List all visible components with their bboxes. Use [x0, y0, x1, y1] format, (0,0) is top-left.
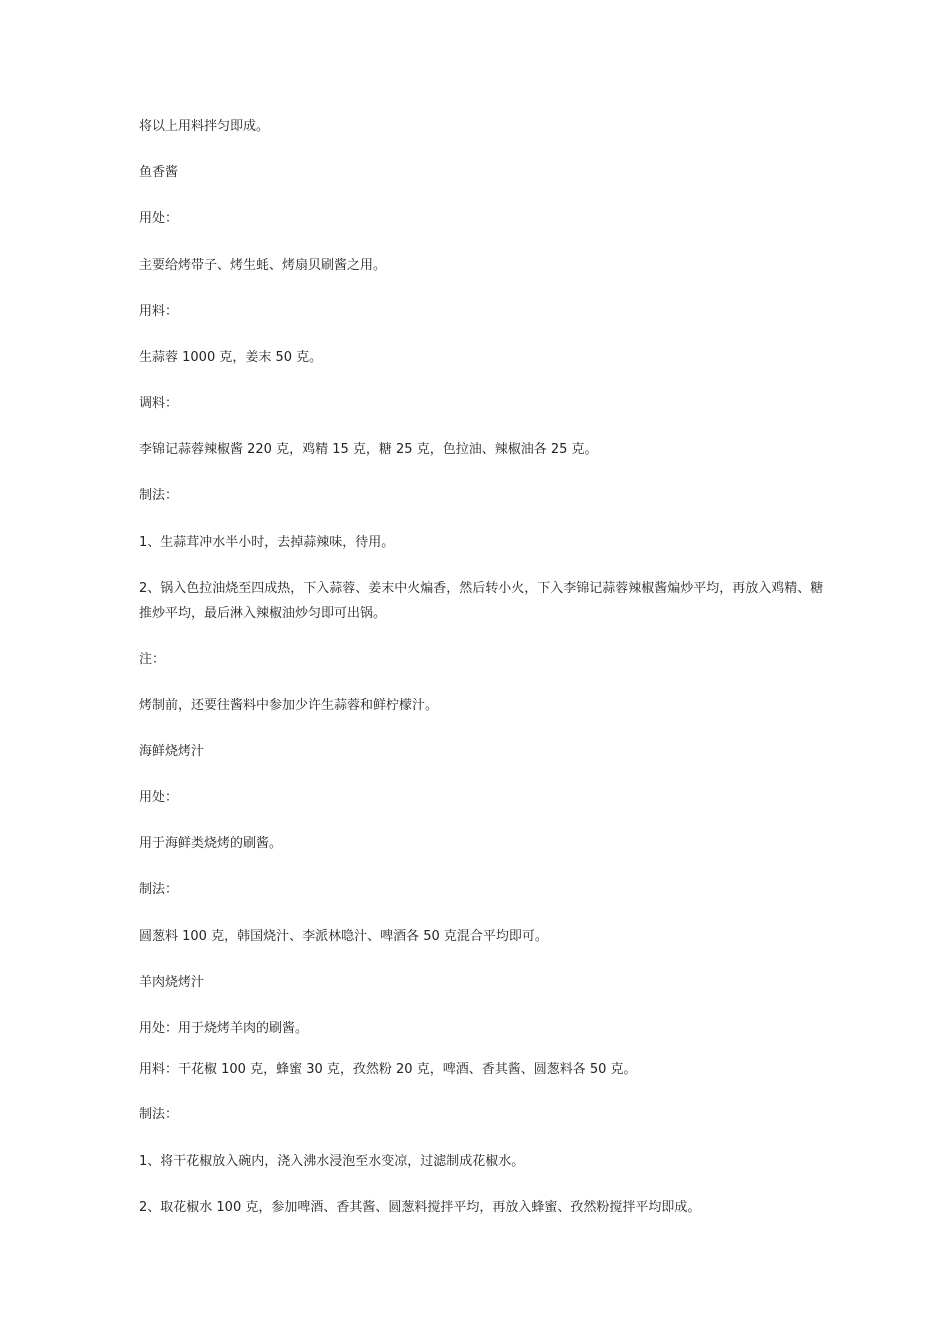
label-method: 制法：	[139, 882, 179, 897]
label-ingredients: 用料：	[139, 304, 179, 319]
paragraph-step-2: 2、取花椒水 100 克，参加啤酒、香其酱、圆葱料搅拌平均，再放入蜂蜜、孜然粉搅拌平均即成。	[139, 1200, 701, 1215]
label-method: 制法：	[139, 1107, 179, 1122]
paragraph-ingredients: 用料：干花椒 100 克，蜂蜜 30 克，孜然粉 20 克，啤酒、香其酱、圆葱料各 50 克。	[139, 1062, 637, 1077]
heading-lamb-bbq-sauce: 羊肉烧烤汁	[139, 975, 205, 990]
paragraph-method: 圆葱料 100 克，韩国烧汁、李派林喼汁、啤酒各 50 克混合平均即可。	[139, 929, 548, 944]
label-note: 注：	[139, 652, 166, 667]
label-usage: 用处：	[139, 790, 179, 805]
heading-seafood-bbq-sauce: 海鲜烧烤汁	[139, 744, 205, 759]
paragraph-seasoning: 李锦记蒜蓉辣椒酱 220 克，鸡精 15 克，糖 25 克，色拉油、辣椒油各 25 克。	[139, 442, 598, 457]
paragraph-instruction-mix: 将以上用料拌匀即成。	[139, 119, 270, 134]
paragraph-ingredients: 生蒜蓉 1000 克，姜末 50 克。	[139, 350, 323, 365]
paragraph-usage: 用于海鲜类烧烤的刷酱。	[139, 836, 283, 851]
paragraph-step-1: 1、生蒜茸冲水半小时，去掉蒜辣味，待用。	[139, 535, 395, 550]
label-seasoning: 调料：	[139, 396, 179, 411]
heading-fish-fragrant-sauce: 鱼香酱	[139, 165, 179, 180]
paragraph-step-2: 2、锅入色拉油烧至四成热，下入蒜蓉、姜末中火煸香，然后转小火，下入李锦记蒜蓉辣椒酱煸炒平均，再放入鸡精、糖推炒平均，最后淋入辣椒油炒匀即可出锅。	[139, 581, 824, 621]
paragraph-note: 烤制前，还要往酱料中参加少许生蒜蓉和鲜柠檬汁。	[139, 698, 439, 713]
paragraph-usage: 用处：用于烧烤羊肉的刷酱。	[139, 1021, 309, 1036]
label-method: 制法：	[139, 488, 179, 503]
paragraph-usage: 主要给烤带子、烤生蚝、烤扇贝刷酱之用。	[139, 258, 387, 273]
label-usage: 用处：	[139, 211, 179, 226]
paragraph-step-1: 1、将干花椒放入碗内，浇入沸水浸泡至水变凉，过滤制成花椒水。	[139, 1154, 525, 1169]
